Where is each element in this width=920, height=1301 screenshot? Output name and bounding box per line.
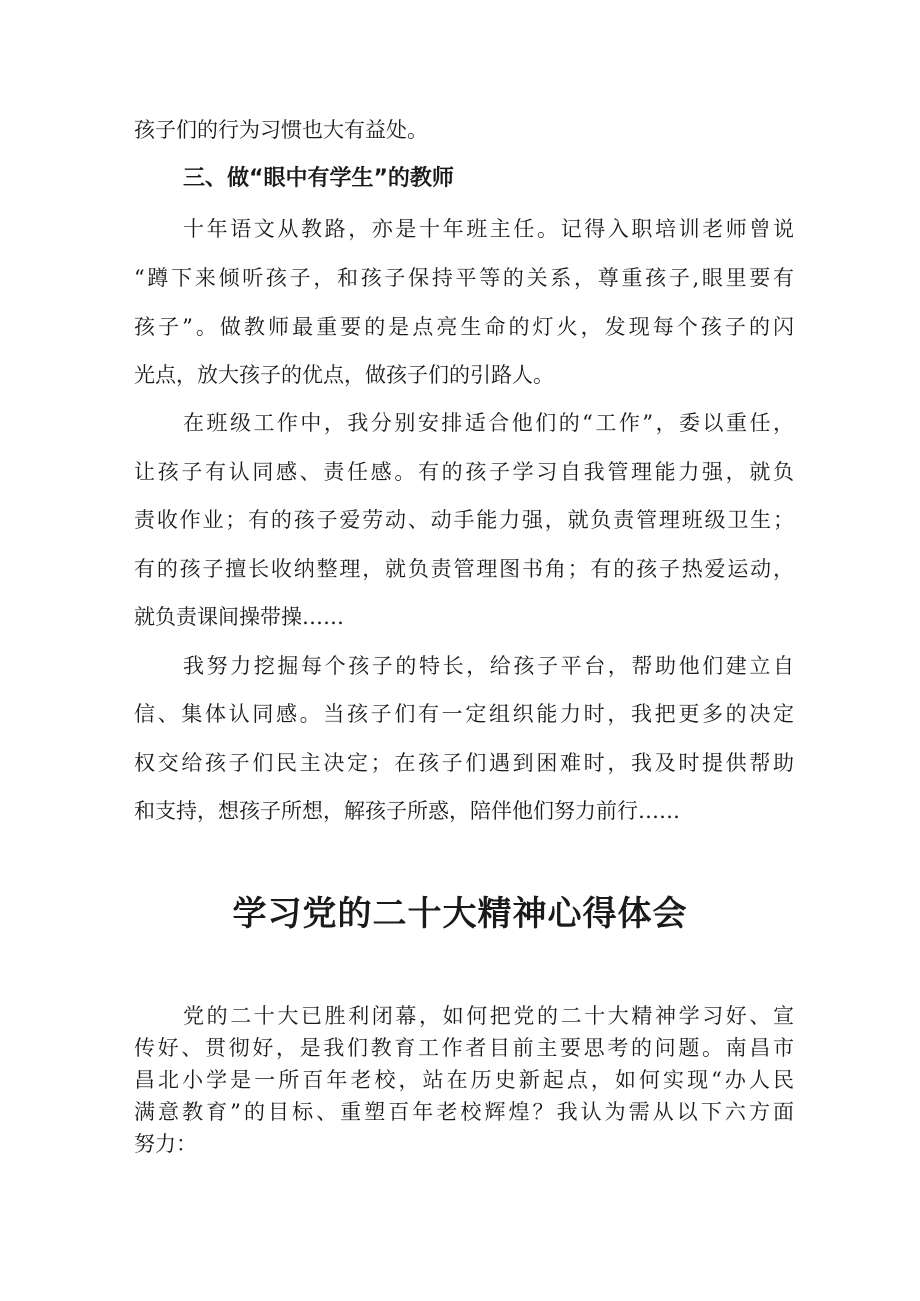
paragraph-line: 在班级工作中，我分别安排适合他们的“工作”，委以重任， <box>183 411 794 435</box>
paragraph-line: 满意教育”的目标、重塑百年老校辉煌？我认为需从以下六方面 <box>134 1100 794 1124</box>
paragraph-line: 有的孩子擅长收纳整理，就负责管理图书角；有的孩子热爱运动， <box>134 557 794 581</box>
section-heading: 三、做“眼中有学生”的教师 <box>183 166 454 191</box>
paragraph-line: 努力： <box>134 1132 197 1156</box>
paragraph-line: 光点，放大孩子的优点，做孩子们的引路人。 <box>134 363 554 387</box>
paragraph-line: 让孩子有认同感、责任感。有的孩子学习自我管理能力强，就负 <box>134 460 794 484</box>
paragraph-line: 权交给孩子们民主决定；在孩子们遇到困难时，我及时提供帮助 <box>134 751 794 775</box>
paragraph-line: 我努力挖掘每个孩子的特长，给孩子平台，帮助他们建立自 <box>183 654 794 678</box>
paragraph-line: 传好、贯彻好，是我们教育工作者目前主要思考的问题。南昌市 <box>134 1036 794 1060</box>
paragraph-line: 党的二十大已胜利闭幕，如何把党的二十大精神学习好、宣 <box>183 1004 794 1028</box>
paragraph-line: 和支持，想孩子所想，解孩子所惑，陪伴他们努力前行…… <box>134 799 680 823</box>
paragraph-line: 孩子”。做教师最重要的是点亮生命的灯火，发现每个孩子的闪 <box>134 315 794 339</box>
paragraph-line: 昌北小学是一所百年老校，站在历史新起点，如何实现“办人民 <box>134 1068 794 1092</box>
paragraph-line: 责收作业；有的孩子爱劳动、动手能力强，就负责管理班级卫生； <box>134 508 794 532</box>
paragraph-line: 十年语文从教路，亦是十年班主任。记得入职培训老师曾说 <box>183 217 794 241</box>
paragraph-line: 孩子们的行为习惯也大有益处。 <box>134 118 428 142</box>
paragraph-line: “蹲下来倾听孩子，和孩子保持平等的关系，尊重孩子,眼里要有 <box>134 266 794 290</box>
paragraph-line: 就负责课间操带操…… <box>134 605 344 629</box>
document-title: 学习党的二十大精神心得体会 <box>232 894 688 934</box>
paragraph-line: 信、集体认同感。当孩子们有一定组织能力时，我把更多的决定 <box>134 702 794 726</box>
